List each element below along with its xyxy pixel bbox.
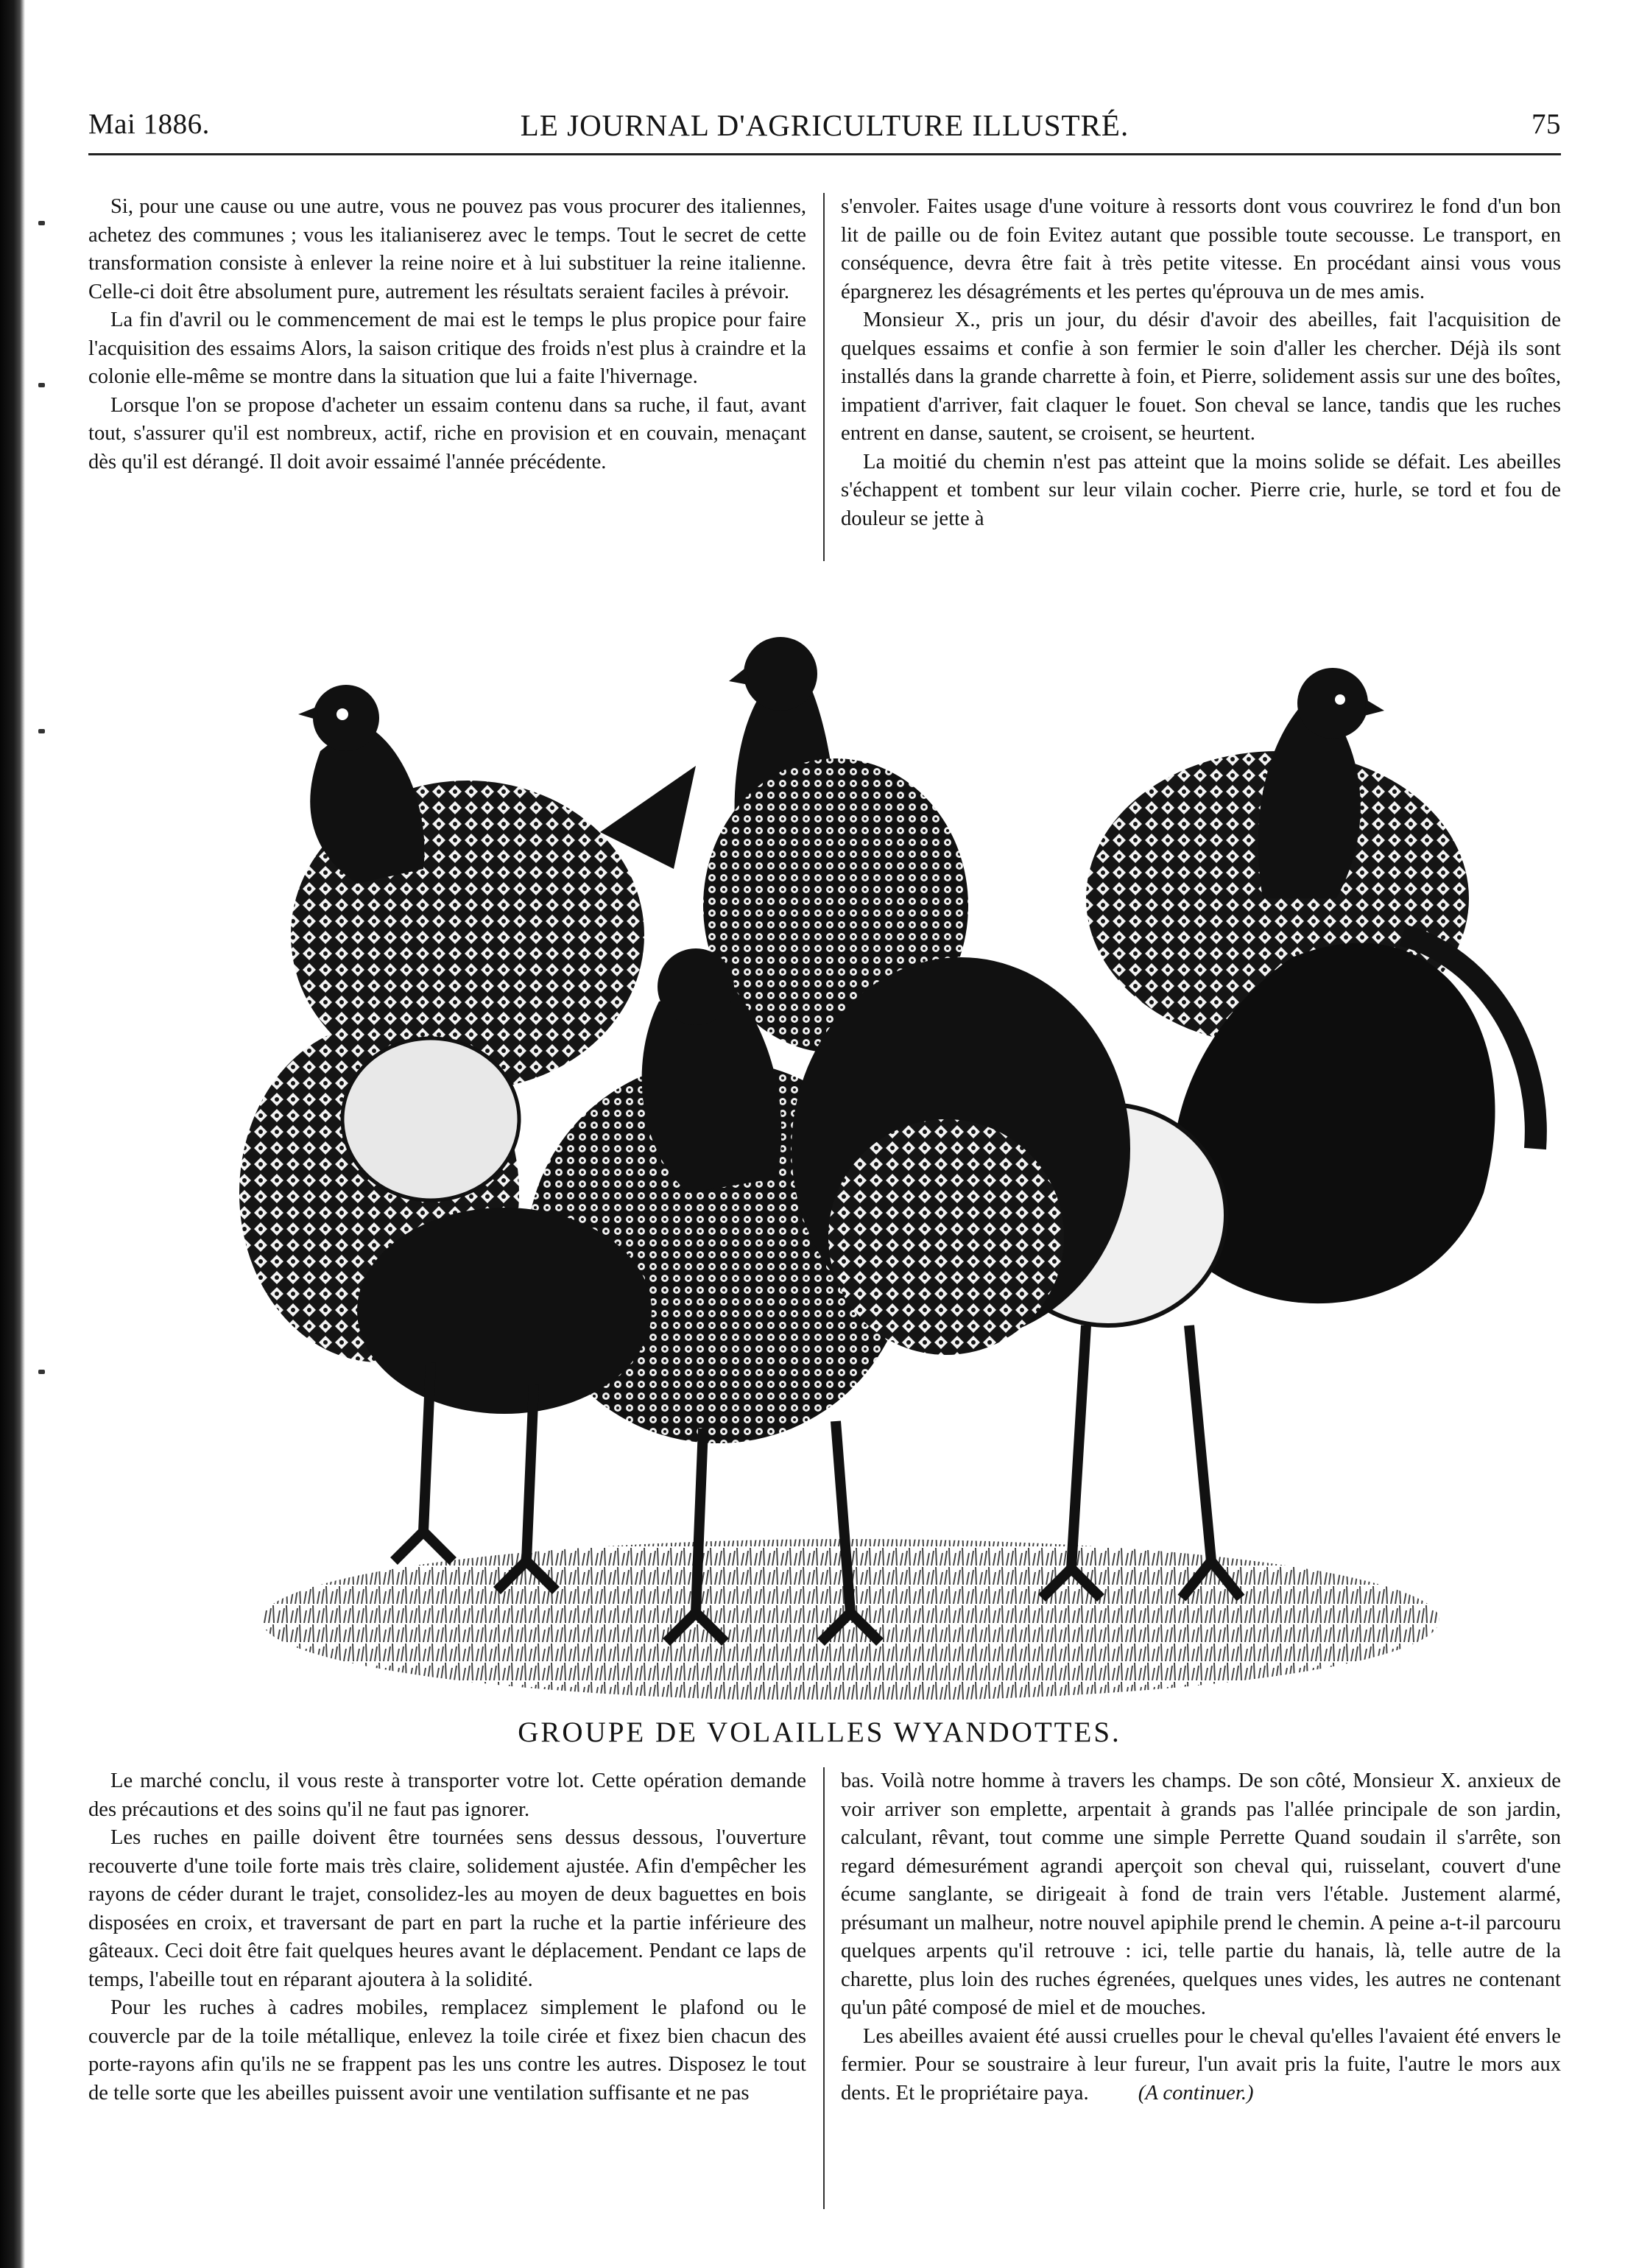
column-divider (823, 193, 825, 561)
top-left-column (88, 193, 806, 476)
paragraph: s'envoler. Faites usage d'une voiture à ressorts dont vous couvrirez le fond d'un bon lit de paille ou de foin Evitez autant que possible toute secousse. Le transport, en conséquence, devra être fait à très petite vitesse. En procédant ainsi vous vous épargnerez les désagréments et les pertes qu'éprouva un de mes amis. (841, 195, 1561, 303)
scan-speck (38, 1370, 45, 1374)
paragraph: La fin d'avril ou le commencement de mai est le temps le plus propice pour faire l'acquisition des essaims Alors, la saison critique des froids n'est plus à craindre et la colonie elle-même se montre dans la situation que lui a faite l'hivernage. (88, 309, 806, 388)
scan-speck (38, 729, 45, 733)
figure-caption: GROUPE DE VOLAILLES WYANDOTTES. (518, 1716, 1121, 1748)
to-be-continued: (A continuer.) (1138, 2081, 1254, 2105)
paragraph: Monsieur X., pris un jour, du désir d'avoir des abeilles, fait l'acquisition de quelques essaims et confie à son fermier le soin d'aller les chercher. Déjà ils sont installés dans la grande charrette à foin, et Pierre, solidement assis sur une des boîtes, impatient d'arriver, fait claquer le fouet. Son cheval se lance, tandis que les ruches entrent en danse, sautent, se croisent, se heurtent. (841, 309, 1561, 445)
paragraph (841, 2023, 1561, 2108)
paragraph: Les ruches en paille doivent être tournées sens dessus dessous, l'ouverture recouverte d'une toile forte mais très claire, solidement ajustée. Afin d'empêcher les rayons de céder durant le trajet, consolidez-les au moyen de deux baguettes en bois disposées en croix, et traversant de part en part la ruche et la partie inférieure des gâteaux. Ceci doit être fait quelques heures avant le déplacement. Pendant ce laps de temps, l'abeille tout en réparant ajoutera à la solidité. (88, 1826, 806, 1991)
bottom-right-column (841, 1767, 1561, 2107)
paragraph: La moitié du chemin n'est pas atteint que la moins solide se défait. Les abeilles s'échappent et tombent sur leur vilain cocher. Pierre crie, hurle, se tord et fou de douleur se jette à (841, 450, 1561, 530)
wyandotte-chickens-illustration (188, 589, 1565, 1716)
paragraph-text: Les abeilles avaient été aussi cruelles pour le cheval qu'elles l'avaient été envers le fermier. Pour se soustraire à leur fureur, l'un avait pris la fuite, l'autre le mors aux dents. Et le propriétaire paya. (841, 2024, 1561, 2105)
paragraph: Pour les ruches à cadres mobiles, remplacez simplement le plafond ou le couvercle par de la toile métallique, enlevez la toile cirée et fixez bien chacun des porte-rayons afin qu'ils ne se frappent pas les uns contre les autres. Disposez le tout de telle sorte que les abeilles puissent avoir une ventilation suffisante et ne pas (88, 1996, 806, 2105)
paragraph: bas. Voilà notre homme à travers les champs. De son côté, Monsieur X. anxieux de voir arriver son emplette, arpentait à grands pas l'allée principale de son jardin, calculant, rêvant, tout comme une simple Perrette Quand soudain il s'arrête, son regard démesurément agrandi aperçoit son cheval qui, ruisselant, couvert d'une écume sanglante, se dirigeait à fond de train vers l'étable. Justement alarmé, présumant un malheur, notre nouvel apiphile prend le chemin. A peine a-t-il parcouru quelques arpents qu'il retrouve : ici, telle partie du hanais, là, telle autre de la charette, plus loin des ruches égrenées, quelques unes vides, les autres ne contenant qu'un pâté composé de miel et de mouches. (841, 1769, 1561, 2019)
running-header (88, 108, 1561, 144)
journal-title: LE JOURNAL D'AGRICULTURE ILLUSTRÉ. (520, 108, 1129, 142)
header-date: Mai 1886. (88, 108, 210, 140)
column-divider (823, 1767, 825, 2209)
paragraph: Si, pour une cause ou une autre, vous ne pouvez pas vous procurer des italiennes, achetez des communes ; vous les italianiserez avec le temps. Tout le secret de cette transformation consiste à enlever la reine noire et à lui substituer la reine italienne. Celle-ci doit être absolument pure, autrement les résultats seraient faciles à prévoir. (88, 195, 806, 303)
top-right-column (841, 193, 1561, 533)
bottom-left-column (88, 1767, 806, 2107)
header-rule (88, 153, 1561, 155)
binding-spine (0, 0, 25, 2268)
paragraph: Le marché conclu, il vous reste à transporter votre lot. Cette opération demande des précautions et des soins qu'il ne faut pas ignorer. (88, 1769, 806, 1821)
scan-speck (38, 383, 45, 387)
scan-speck (38, 221, 45, 225)
page-number: 75 (1532, 108, 1561, 140)
paragraph: Lorsque l'on se propose d'acheter un essaim contenu dans sa ruche, il faut, avant tout, s'assurer qu'il est nombreux, actif, riche en provision et en couvain, menaçant dès qu'il est dérangé. Il doit avoir essaimé l'année précédente. (88, 393, 806, 473)
